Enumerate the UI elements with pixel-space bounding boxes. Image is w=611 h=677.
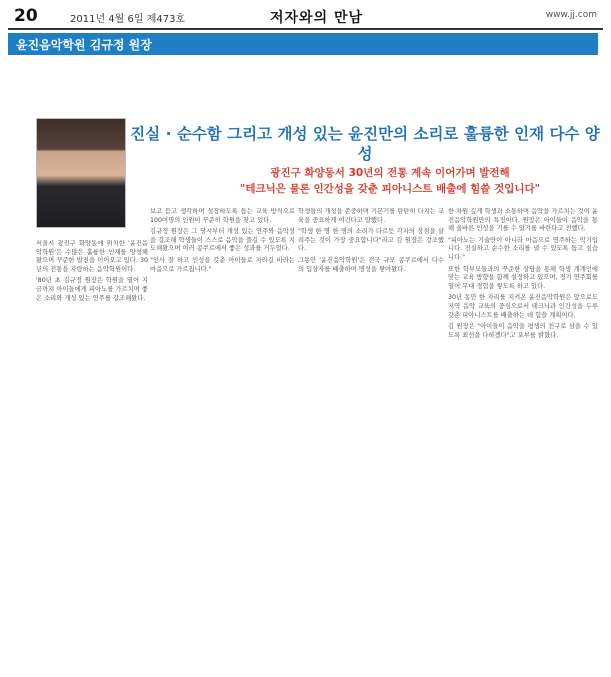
page-header (8, 6, 603, 30)
section-title: 윤진음악학원 김규정 원장 (16, 38, 152, 52)
paragraph: 그동안 '윤진음악학원'은 전국 규모 콩쿠르에서 다수의 입상자를 배출하며 명성을 쌓아왔다. (298, 256, 444, 273)
paragraph: '80년 초 김규정 원장은 학원을 열어 지금까지 아이들에게 피아노를 가르치며 좋은 소리와 개성 있는 연주를 강조해왔다. (36, 277, 148, 302)
article-subhead-1: 광진구 화양동서 30년의 전통 계속 이어가며 발전해 (270, 167, 510, 179)
article-column-4 (448, 208, 598, 668)
paragraph: 서울시 광진구 화양동에 위치한 '윤진음악학원'은 수많은 훌륭한 인재를 양성해 왔으며 꾸준한 발전을 이어오고 있다. 30년의 전통을 자랑하는 음악학원이다. (36, 240, 148, 273)
paragraph: 보고 듣고 생각하며 성장하도록 돕는 교육 방식으로 100여명의 인원이 꾸준히 학원을 찾고 있다. (150, 208, 295, 224)
portrait-photo (36, 118, 126, 228)
article-headline: 진실 · 순수함 그리고 개성 있는 윤진만의 소리로 훌륭한 인재 다수 양성 (130, 125, 600, 163)
paragraph: "학생 한 명 한 명의 소리가 다르듯 각자의 장점을 살려주는 것이 가장 중요합니다"라고 김 원장은 강조했다. (298, 228, 444, 253)
article-column-3 (298, 208, 444, 338)
paragraph: 한 차원 깊게 학생과 소통하며 음악을 가르치는 것이 윤진음악학원만의 특징이다. 원장은 아이들이 음악을 통해 올바른 인성을 기를 수 있기를 바란다고 전했다. (448, 208, 598, 233)
page-number: 20 (14, 6, 38, 26)
paragraph: 또한 학부모들과의 꾸준한 상담을 통해 학생 개개인에 맞는 교육 방향을 함께 설정하고 있으며, 정기 연주회를 열어 무대 경험을 쌓도록 하고 있다. (448, 265, 598, 290)
article-column-1 (36, 240, 148, 340)
paragraph: 김 원장은 "아이들이 음악을 평생의 친구로 삼을 수 있도록 최선을 다하겠다"고 포부를 밝혔다. (448, 323, 598, 339)
section-banner (8, 33, 598, 55)
paragraph: 30년 동안 한 자리를 지켜온 윤진음악학원은 앞으로도 지역 음악 교육의 중심으로서 테크닉과 인간성을 두루 갖춘 피아니스트를 배출하는 데 힘쓸 계획이다. (448, 294, 598, 319)
paragraph: "인사 잘 하고 인성을 갖춘 아이들로 자라길 바라는 마음으로 가르칩니다." (150, 256, 295, 273)
masthead-title: 저자와의 만남 (270, 10, 364, 26)
paragraph: 학생들의 개성을 존중하며 기본기를 탄탄히 다지는 교육을 중요하게 여긴다고 말했다. (298, 208, 444, 224)
article-subhead-2: "테크닉은 물론 인간성을 갖춘 피아니스트 배출에 힘쓸 것입니다" (239, 183, 541, 195)
article-column-2 (150, 208, 295, 330)
issue-date: 2011년 4월 6일 제473호 (70, 14, 186, 25)
paragraph: 김규정 원장은 그 당시부터 개성 있는 연주와 음악성을 강조해 학생들이 스스로 음악을 즐길 수 있도록 지도해왔으며 여러 콩쿠르에서 좋은 성과를 거두었다. (150, 228, 295, 253)
site-url: www.jj.com (545, 10, 597, 20)
paragraph: "피아노는 기술만이 아니라 마음으로 연주하는 악기입니다. 진실하고 순수한 소리를 낼 수 있도록 돕고 싶습니다." (448, 236, 598, 261)
